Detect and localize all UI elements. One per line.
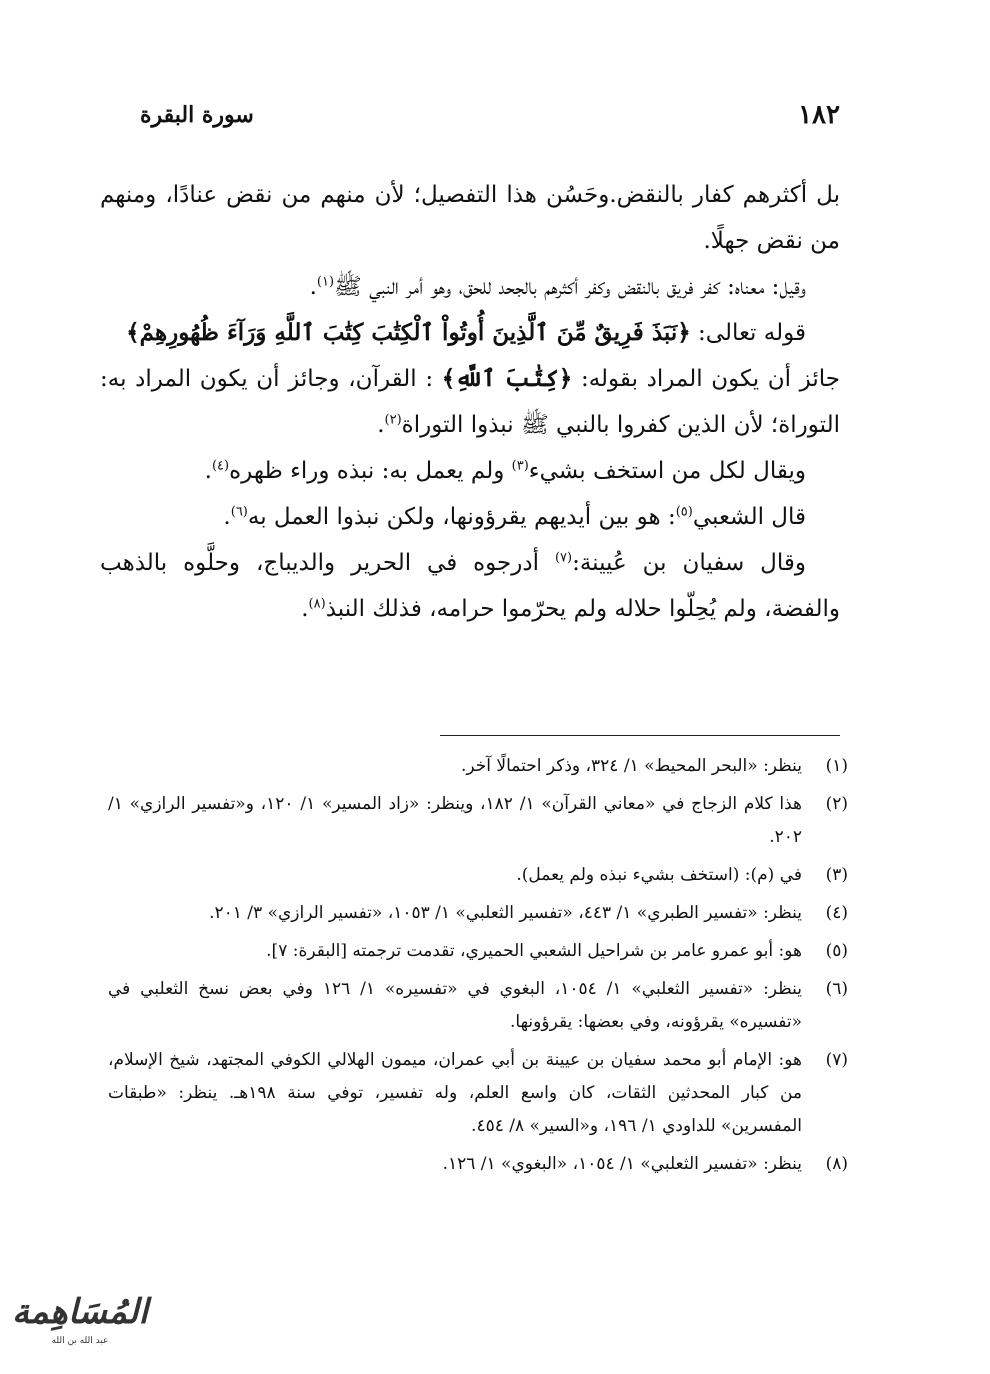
footnote-text: هذا كلام الزجاج في «معاني القرآن» ١/ ١٨٢، وينظر: «زاد المسير» ١/ ١٢٠، و«تفسير الرازي» ١/ ٢٠٢.: [108, 794, 802, 847]
footnote-ref-7: (٧): [554, 550, 573, 566]
paragraph-4-text-b: : القرآن، وجائز أن يكون المراد به: التوراة؛ لأن الذين كفروا بالنبي ﷺ نبذوا التوراة: [100, 366, 840, 438]
footnote-text: ينظر: «تفسير الثعلبي» ١/ ١٠٥٤، «البغوي» ١/ ١٢٦.: [442, 1154, 802, 1174]
paragraph-2-end: .: [309, 274, 317, 300]
footnote: [108, 1044, 848, 1143]
page-header: [140, 100, 840, 140]
paragraph-4: [100, 356, 840, 448]
paragraph-4-end: .: [377, 412, 385, 438]
watermark-sub: عبد الله بن الله: [51, 1336, 109, 1346]
footnote-text: ينظر: «البحر المحيط» ١/ ٣٢٤، وذكر احتمالًا آخر.: [460, 756, 802, 776]
paragraph-7-text: وقال سفيان بن عُيينة:: [572, 550, 806, 576]
footnote-ref-5: (٥): [675, 504, 693, 520]
paragraph-6: [100, 494, 840, 540]
footnote-text: هو: الإمام أبو محمد سفيان بن عيينة بن أبي عمران، ميمون الهلالي الكوفي المجتهد، شيخ الإسلام، من كبار المحدثين الثقات، كان واسع العلم، وله تفسير، توفي سنة ١٩٨هـ. ينظر: «طبقات المفسرين» للداودي ١/ ١٩٦، و«السير» ٨/ ٤٥٤.: [108, 1050, 802, 1136]
footnote-ref-2: (٢): [384, 412, 402, 428]
paragraph-7-text-b: أدرجوه في الحرير والديباج، وحلَّوه بالذهب والفضة، ولم يُحِلّوا حلاله ولم يحرّموا حرامه، فذلك النبذ: [100, 550, 840, 622]
footnote-number: (٦): [825, 979, 848, 999]
paragraph-4-text: جائز أن يكون المراد بقوله:: [572, 366, 840, 392]
footnote: [108, 788, 848, 854]
footnote-number: (١): [825, 756, 848, 776]
paragraph-5-text-b: ولم يعمل به: نبذه وراء ظهره: [229, 458, 512, 484]
footnote-number: (٥): [825, 941, 848, 961]
paragraph-7-end: .: [301, 596, 309, 622]
paragraph-5-end: .: [204, 458, 212, 484]
paragraph-6-end: .: [223, 504, 231, 530]
main-text: [100, 172, 840, 632]
footnote-text: في (م): (استخف بشيء نبذه ولم يعمل).: [516, 865, 802, 885]
footnote: [108, 1148, 848, 1181]
paragraph-2-text: وقيل: معناه: كفر فريق بالنقض وكفر أكثرهم بالجحد للحق، وهو أمر النبي ﷺ: [334, 274, 806, 300]
paragraph-3-text: قوله تعالى:: [690, 320, 806, 346]
footnotes: [108, 750, 848, 1186]
quran-verse: ﴿نَبَذَ فَرِيقٌ مِّنَ ٱلَّذِينَ أُوتُواْ ٱلْكِتَٰبَ كِتَٰبَ ٱللَّهِ وَرَآءَ ظُهُورِهِمْ﴾: [126, 319, 691, 346]
paragraph-6-text-b: : هو بين أيديهم يقرؤونها، ولكن نبذوا العمل به: [247, 504, 676, 530]
footnote: [108, 750, 848, 783]
footnote: [108, 973, 848, 1039]
watermark-main: المُسَاهِمة: [12, 1292, 148, 1332]
surah-title: سورة البقرة: [140, 102, 254, 128]
paragraph-1: بل أكثرهم كفار بالنقض.وحَسُن هذا التفصيل؛ لأن منهم من نقض عنادًا، ومنهم من نقض جهلًا.: [100, 182, 840, 254]
paragraph-5-text: ويقال لكل من استخف بشيء: [528, 458, 806, 484]
footnote-number: (٧): [825, 1050, 848, 1070]
footnote-number: (٨): [825, 1154, 848, 1174]
footnote-ref-8: (٨): [308, 596, 326, 612]
footnote: [108, 859, 848, 892]
footnote: [108, 935, 848, 968]
quran-quote: ﴿كِتَٰبَ ٱللَّهِ﴾: [441, 365, 573, 392]
paragraph-3: [100, 310, 840, 356]
footnote-number: (٢): [825, 794, 848, 814]
paragraph-6-text: قال الشعبي: [692, 504, 806, 530]
watermark-logo: [10, 1290, 150, 1360]
footnote-text: ينظر: «تفسير الطبري» ١/ ٤٤٣، «تفسير الثعلبي» ١/ ١٠٥٣، «تفسير الرازي» ٣/ ٢٠١.: [209, 903, 802, 923]
footnote-text: هو: أبو عمرو عامر بن شراحيل الشعبي الحميري، تقدمت ترجمته [البقرة: ٧].: [266, 941, 802, 961]
footnote-ref-3: (٣): [511, 458, 529, 474]
footnote-ref-1: (١): [316, 274, 335, 290]
paragraph-2: [100, 264, 840, 310]
paragraph-5: [100, 448, 840, 494]
paragraph-7: [100, 540, 840, 632]
footnote-number: (٣): [825, 865, 848, 885]
footnote-ref-4: (٤): [211, 458, 230, 474]
footnote-ref-6: (٦): [230, 504, 248, 520]
footnote: [108, 897, 848, 930]
footnote-number: (٤): [825, 903, 848, 923]
footnote-text: ينظر: «تفسير الثعلبي» ١/ ١٠٥٤، البغوي في «تفسيره» ١/ ١٢٦ وفي بعض نسخ الثعلبي في «تفسيره» يقرؤونه، وفي بعضها: يقرؤونها.: [108, 979, 802, 1032]
footnote-divider: [440, 735, 840, 736]
page-number: ١٨٢: [798, 100, 840, 130]
